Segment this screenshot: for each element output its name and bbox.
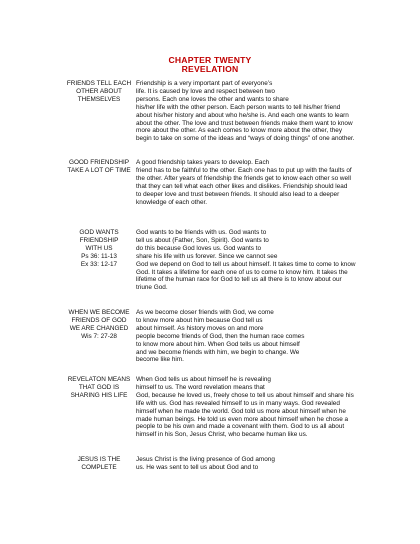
body-line: triune God. [136, 284, 168, 292]
body-line: himself to us. The word revelation means that [136, 383, 265, 391]
body-line: God. It takes a lifetime for each one of us to come to know him. It takes the [136, 268, 348, 276]
margin-heading-line: SHARING HIS LIFE [70, 391, 128, 399]
margin-heading-line: WE ARE CHANGED [69, 324, 129, 332]
margin-heading-line: Wis 7: 27-28 [81, 332, 117, 340]
body-line: Jesus Christ is the living presence of God among [136, 456, 275, 463]
margin-heading-line: THAT GOD IS [78, 383, 120, 391]
body-line: God we depend on God to tell us about himself. It takes time to come to know [136, 260, 356, 268]
body-line: the other. After years of friendship the friends get to know each other so well [136, 174, 351, 182]
body-line: share his life with us forever. Since we cannot see [136, 252, 278, 260]
margin-heading-line: JESUS IS THE [77, 456, 121, 463]
body-line: life with us. God has revealed himself to us in many ways. God revealed [136, 399, 340, 407]
margin-heading [60, 309, 138, 341]
body-line: tell us about (Father, Son, Spirit). God wants to [136, 236, 269, 244]
body-line: people become friends of God, then the human race comes [136, 332, 305, 340]
body-line: about the other. The love and trust between friends make them want to know [136, 119, 353, 127]
body-paragraph [136, 229, 398, 292]
body-line: us. He was sent to tell us about God and to [136, 463, 259, 471]
body-line: himself in his Son, Jesus Christ, who became human like us. [136, 431, 308, 439]
body-paragraph [136, 376, 398, 439]
body-line: A good friendship takes years to develop. Each [136, 159, 270, 166]
body-line: knowledge of each other. [136, 198, 208, 206]
margin-heading-line: GOOD FRIENDSHIP [68, 159, 129, 166]
body-paragraph [136, 159, 398, 206]
body-line: about his/her history and about who he/she is. And each one wants to learn [136, 111, 349, 119]
margin-heading-line: WITH US [85, 244, 113, 252]
margin-heading [60, 376, 138, 400]
body-line: more about the other. As each comes to know more about the other, they [136, 127, 343, 135]
chapter-subtitle: REVELATION [181, 64, 239, 74]
margin-heading-line: FRIENDS OF GOD [71, 316, 127, 324]
margin-heading-line: WHEN WE BECOME [68, 309, 130, 316]
margin-heading-line: FRIENDSHIP [79, 236, 119, 244]
margin-heading [60, 229, 138, 269]
margin-heading [60, 159, 138, 175]
body-line: do this because God loves us. God wants to [136, 244, 262, 252]
body-line: become like him. [136, 356, 184, 364]
body-line: When God tells us about himself he is revealing [136, 376, 271, 383]
body-line: persons. Each one loves the other and wants to share [136, 95, 289, 103]
body-line: friend has to be faithful to the other. Each one has to put up with the faults of [136, 166, 352, 174]
margin-heading-line: GOD WANTS [79, 229, 119, 236]
margin-heading-line: Ps 36: 11-13 [81, 252, 117, 260]
body-line: made human beings. He told us even more about himself when he chose a [136, 415, 349, 423]
margin-heading-line: THEMSELVES [77, 95, 121, 103]
body-line: As we become closer friends with God, we come [136, 309, 274, 316]
margin-heading-line: FRIENDS TELL EACH [66, 80, 132, 87]
body-line: God wants to be friends with us. God wants to [136, 229, 267, 236]
body-line: Friendship is a very important part of everyone’s [136, 80, 273, 87]
body-line: his/her life with the other person. Each person wants to tell his/her friend [136, 103, 341, 111]
body-paragraph [136, 456, 398, 472]
body-line: to deeper love and trust between friends. It should also lead to a deeper [136, 190, 340, 198]
body-line: God, because he loved us, freely chose to tell us about himself and share his [136, 391, 354, 399]
body-line: and we become friends with him, we begin to change. We [136, 348, 300, 356]
body-paragraph [136, 309, 398, 364]
body-line: that they can tell what each other likes and dislikes. Friendship should lead [136, 182, 348, 190]
body-line: lifetime of the human race for God to tell us all there is to know about our [136, 276, 342, 284]
body-paragraph [136, 80, 398, 143]
margin-heading-line: COMPLETE [81, 463, 117, 471]
body-line: people to be his own and made a covenant with them. God to us all about [136, 423, 345, 431]
margin-heading-line: Ex 33: 12-17 [80, 260, 118, 268]
body-line: about himself. As history moves on and more [136, 324, 264, 332]
margin-heading-line: OTHER ABOUT [76, 87, 122, 95]
margin-heading [60, 456, 138, 472]
body-line: himself when he made the world. God told us more about himself when he [136, 407, 346, 415]
margin-heading-line: REVELATON MEANS [67, 376, 131, 383]
body-line: to know more about him because God tell us [136, 316, 263, 324]
chapter-title: CHAPTER TWENTY [168, 55, 252, 65]
body-line: to know more about him. When God tells us about himself [136, 340, 300, 348]
body-line: begin to take on some of the ideas and “ways of doing things” of one another. [136, 135, 355, 143]
body-line: life. It is caused by love and respect between two [136, 87, 275, 95]
margin-heading-line: TAKE A LOT OF TIME [67, 166, 131, 174]
margin-heading [60, 80, 138, 104]
